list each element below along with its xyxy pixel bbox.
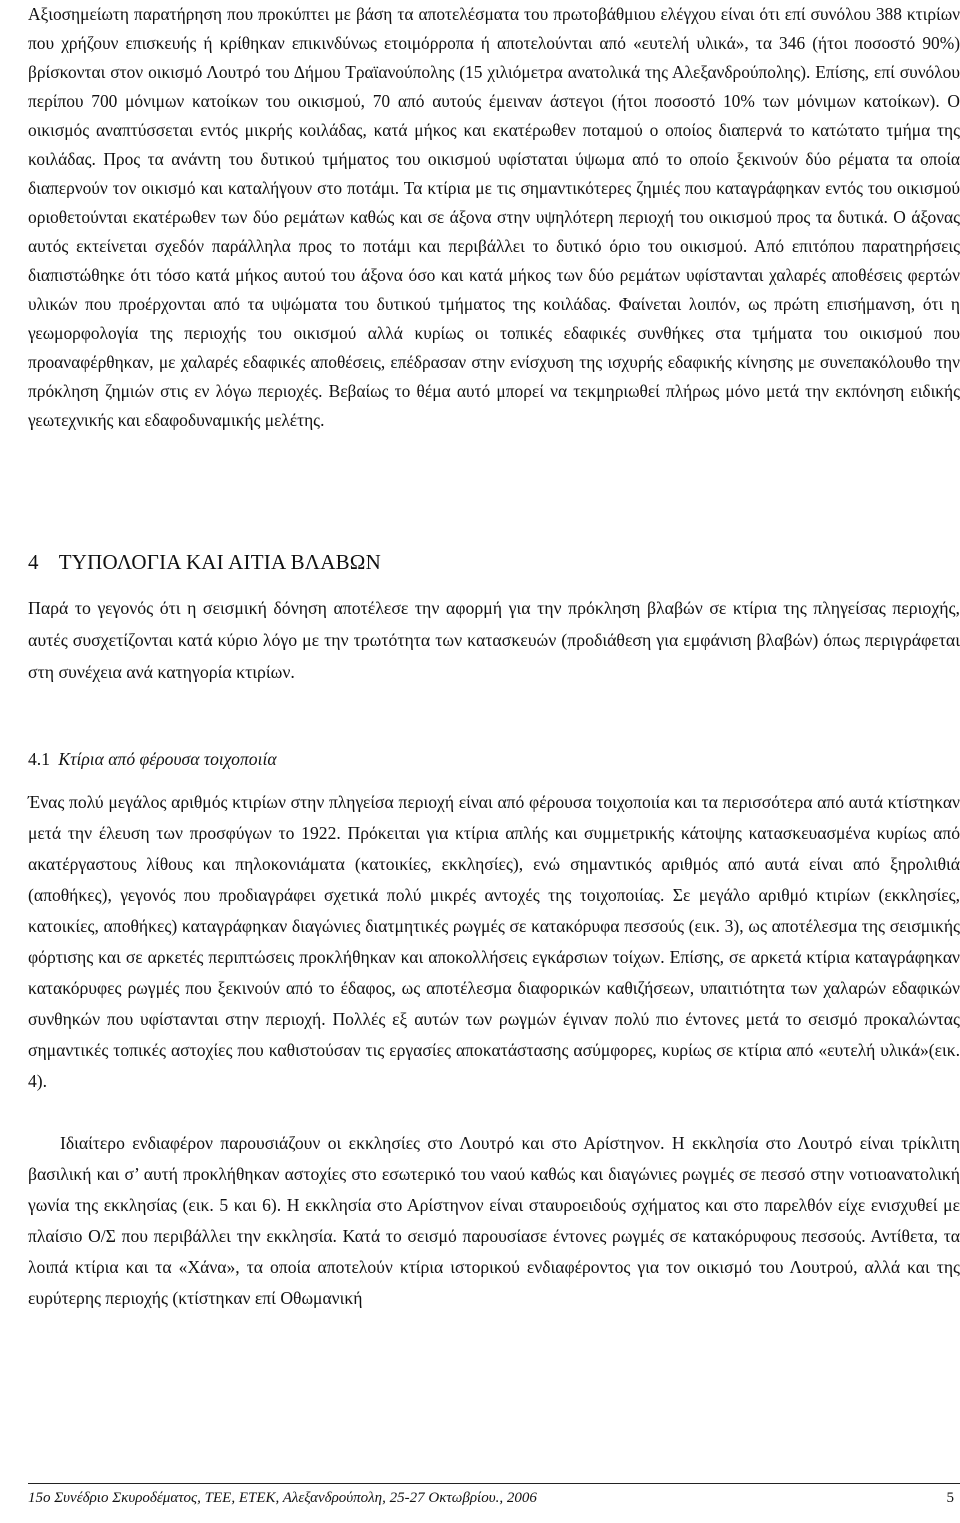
page-number: 5 xyxy=(946,1490,954,1506)
section-4-paragraph: Παρά το γεγονός ότι η σεισμική δόνηση αποτέλεσε την αφορμή για την πρόκληση βλαβών σε κτίρια της πληγείσας περιοχής, αυτές συσχετίζονται κατά κύριο λόγο με την τρωτότητα των κατασκευών (προδιάθεση για εμφάνιση βλαβών) όπως περιγράφεται στη συνέχεια ανά κατηγορία κτιρίων. xyxy=(28,598,960,682)
section-number: 4 xyxy=(28,550,39,574)
footer-conference-text: 15ο Συνέδριο Σκυροδέματος, ΤΕΕ, ΕΤΕΚ, Αλεξανδρούπολη, 25-27 Οκτωβρίου., 2006 xyxy=(28,1490,537,1506)
subsection-title: Κτίρια από φέρουσα τοιχοποιία xyxy=(58,749,277,769)
section-title: ΤΥΠΟΛΟΓΙΑ ΚΑΙ ΑΙΤΙΑ ΒΛΑΒΩΝ xyxy=(58,550,381,574)
subsection-number: 4.1 xyxy=(28,749,50,769)
masonry-paragraph-2: Ιδιαίτερο ενδιαφέρον παρουσιάζουν οι εκκλησίες στο Λουτρό και στο Αρίστηνον. Η εκκλησία στο Λουτρό είναι τρίκλιτη βασιλική και σ’ αυτή προκλήθηκαν αστοχίες στο εσωτερικό του ναού καθώς και διαγώνιες ρωγμές σε πεσσό στην νοτιοανατολική γωνία της εκκλησίας (εικ. 5 και 6). Η εκκλησία στο Αρίστηνον είναι σταυροειδούς σχήματος και στο παρελθόν είχε ενισχυθεί με πλαίσιο Ο/Σ που περιβάλλει την εκκλησία. Κατά το σεισμό παρουσίασε έντονες ρωγμές σε κατακόρυφους πεσσούς. Αντίθετα, τα λοιπά κτίρια και τα «Χάνα», τα οποία αποτελούν κτίρια ιστορικού ενδιαφέροντος για τον οικισμό του Λουτρού, αλλά και της ευρύτερης περιοχής (κτίστηκαν επί Οθωμανική xyxy=(28,1133,960,1308)
section-heading xyxy=(28,550,381,575)
page-footer xyxy=(28,1490,960,1507)
masonry-paragraph-1: Ένας πολύ μεγάλος αριθμός κτιρίων στην πληγείσα περιοχή είναι από φέρουσα τοιχοποιία και τα περισσότερα από αυτά κτίστηκαν μετά την έλευση των προσφύγων το 1922. Πρόκειται για κτίρια απλής και συμμετρικής κάτοψης κατασκευασμένα κυρίως από ακατέργαστους λίθους και πηλοκονιάματα (κατοικίες, εκκλησίες), ενώ σημαντικός αριθμός από αυτά είναι από ξηρολιθιά (αποθήκες), γεγονός που προδιαγράφει σχετικά πολύ μικρές αντοχές της τοιχοποιίας. Σε μεγάλο αριθμό κτιρίων (εκκλησίες, κατοικίες, αποθήκες) καταγράφηκαν διαγώνιες διατμητικές ρωγμές σε κατακόρυφα πεσσούς (εικ. 3), ως αποτέλεσμα της σεισμικής φόρτισης και σε αρκετές περιπτώσεις προκλήθηκαν και αποκολλήσεις εγκάρσιων τοίχων. Επίσης, σε αρκετά κτίρια καταγράφηκαν κατακόρυφες ρωγμές που ξεκινούν από το έδαφος, ως αποτέλεσμα διαφορικών καθιζήσεων, υπαιτιότητα των χαλαρών εδαφικών συνθηκών που υφίστανται στην περιοχή. Πολλές εξ αυτών των ρωγμών έγιναν πολύ πιο έντονες μετά το σεισμό προκαλώντας σημαντικές τοπικές αστοχίες που καθιστούσαν τις εργασίες αποκατάστασης ασύμφορες, κυρίως σε κτίρια από «ευτελή υλικά»(εικ. 4). xyxy=(28,792,960,1091)
footer-divider xyxy=(28,1483,960,1484)
intro-paragraph: Αξιοσημείωτη παρατήρηση που προκύπτει με βάση τα αποτελέσματα του πρωτοβάθμιου ελέγχου είναι ότι επί συνόλου 388 κτιρίων που χρήζουν επισκευής ή κρίθηκαν επικινδύνως ετοιμόρροπα ή αποτελούνται από «ευτελή υλικά», τα 346 (ήτοι ποσοστό 90%) βρίσκονται στον οικισμό Λουτρό του Δήμου Τραϊανούπολης (15 χιλιόμετρα ανατολικά της Αλεξανδρούπολης). Επίσης, επί συνόλου περίπου 700 μόνιμων κατοίκων του οικισμού, 70 από αυτούς έμειναν άστεγοι (ήτοι ποσοστό 10% των μόνιμων κατοίκων). Ο οικισμός αναπτύσσεται εντός μικρής κοιλάδας, κατά μήκος και εκατέρωθεν ποταμού ο οποίος διαπερνά το κατώτατο τμήμα της κοιλάδας. Προς τα ανάντη του δυτικού τμήματος του οικισμού υφίσταται ύψωμα από το οποίο ξεκινούν δύο ρέματα τα οποία διαπερνούν τον οικισμό και καταλήγουν στο ποτάμι. Τα κτίρια με τις σημαντικότερες ζημιές που καταγράφηκαν εντός του οικισμού οριοθετούνται εκατέρωθεν των δύο ρεμάτων καθώς και σε άξονα στην υψηλότερη περιοχή του οικισμού προς τα δυτικά. Ο άξονας αυτός εκτείνεται σχεδόν παράλληλα προς το ποτάμι και περιβάλλει το δυτικό όριο του οικισμού. Από επιτόπου παρατηρήσεις διαπιστώθηκε ότι τόσο κατά μήκος αυτού του άξονα όσο και κατά μήκος των δύο ρεμάτων υφίστανται χαλαρές αποθέσεις φερτών υλικών που προέρχονται από τα υψώματα του δυτικού τμήματος της κοιλάδας. Φαίνεται λοιπόν, ως πρώτη επισήμανση, ότι η γεωμορφολογία της περιοχής του οικισμού αλλά κυρίως οι τοπικές εδαφικές συνθήκες στα τμήματα του οικισμού που προαναφέρθηκαν, με χαλαρές εδαφικές αποθέσεις, επέδρασαν στην ενίσχυση της ισχυρής εδαφικής κίνησης με συνεπακόλουθο την πρόκληση ζημιών στις εν λόγω περιοχές. Βεβαίως το θέμα αυτό μπορεί να τεκμηριωθεί πλήρως μόνο μετά την εκπόνηση ειδικής γεωτεχνικής και εδαφοδυναμικής μελέτης. xyxy=(28,4,960,430)
subsection-heading xyxy=(28,749,277,770)
